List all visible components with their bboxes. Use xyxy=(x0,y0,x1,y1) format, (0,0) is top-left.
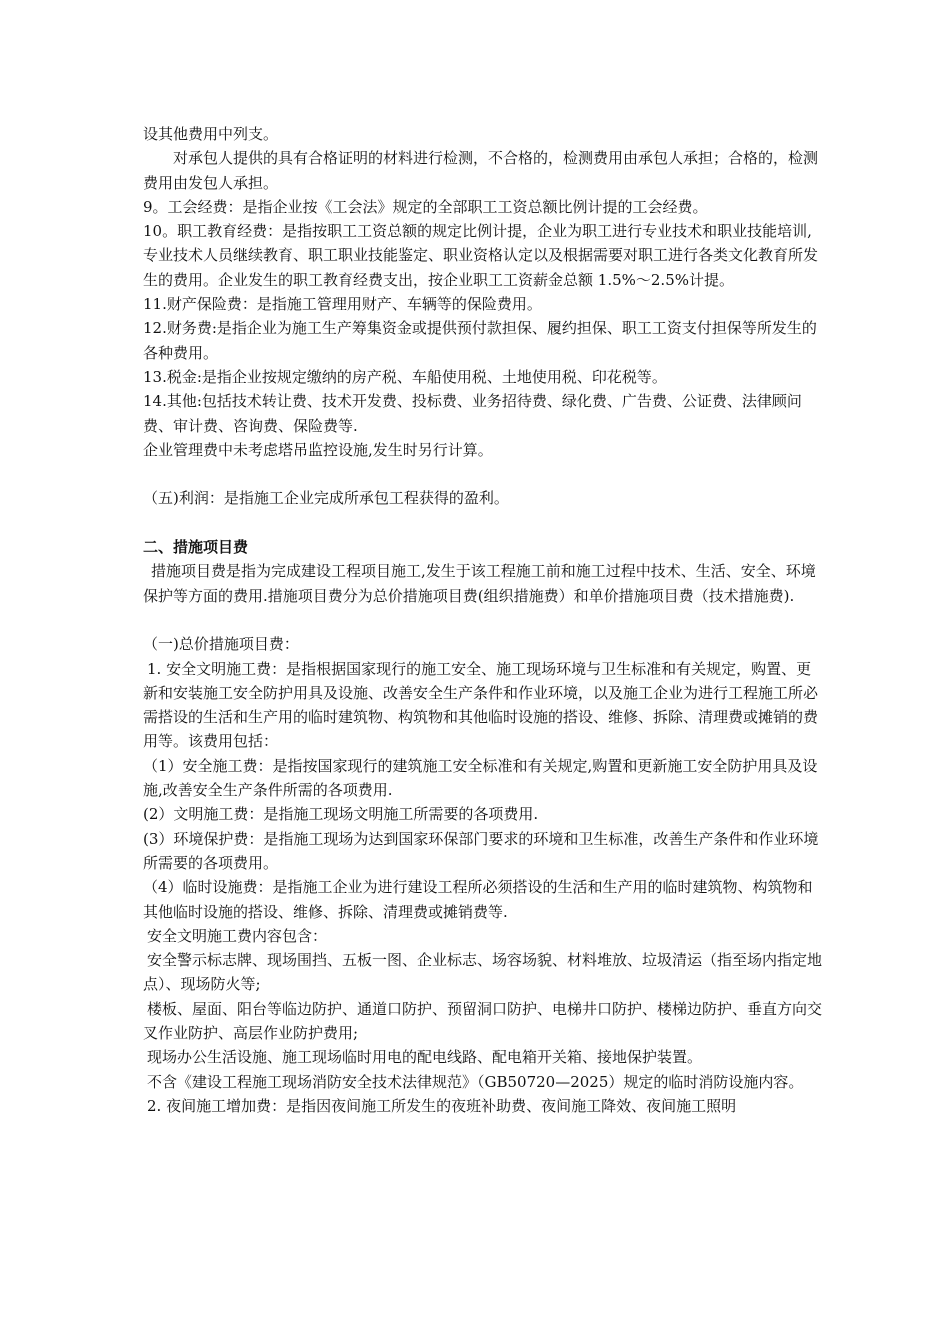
paragraph: （1）安全施工费：是指按国家现行的建筑施工安全标准和有关规定,购置和更新施工安全防护用具及设施,改善安全生产条件所需的各项费用. xyxy=(143,756,818,800)
paragraph: (3）环境保护费：是指施工现场为达到国家环保部门要求的环境和卫生标准，改善生产条件和作业环境所需要的各项费用。 xyxy=(143,829,819,872)
paragraph: 12.财务费:是指企业为施工生产筹集资金或提供预付款担保、履约担保、职工工资支付担保等所发生的各种费用。 xyxy=(143,319,817,362)
blank-line xyxy=(143,608,823,632)
subsection-heading: （一)总价措施项目费： xyxy=(143,635,299,654)
paragraph: 楼板、屋面、阳台等临边防护、通道口防护、预留洞口防护、电梯井口防护、楼梯边防护、垂直方向交叉作业防护、高层作业防护费用; xyxy=(143,999,823,1042)
paragraph: 措施项目费是指为完成建设工程项目施工,发生于该工程施工前和施工过程中技术、生活、安全、环境保护等方面的费用.措施项目费分为总价措施项目费(组织措施费）和单价措施项目费（技术措施费). xyxy=(143,562,816,605)
section-heading: 二、措施项目费 xyxy=(143,538,249,557)
paragraph: 13.税金:是指企业按规定缴纳的房产税、车船使用税、土地使用税、印花税等。 xyxy=(143,367,667,386)
paragraph: 对承包人提供的具有合格证明的材料进行检测，不合格的，检测费用由承包人承担；合格的，检测费用由发包人承担。 xyxy=(143,149,819,192)
paragraph: 设其他费用中列支。 xyxy=(143,125,279,143)
paragraph: 14.其他:包括技术转让费、技术开发费、投标费、业务招待费、绿化费、广告费、公证费、法律顾问费、审计费、咨询费、保险费等. xyxy=(143,392,802,435)
paragraph: （4）临时设施费：是指施工企业为进行建设工程所必须搭设的生活和生产用的临时建筑物、构筑物和其他临时设施的搭设、维修、拆除、清理费或摊销费等. xyxy=(143,878,813,921)
paragraph: 不含《建设工程施工现场消防安全技术法律规范》（GB50720—2025）规定的临时消防设施内容。 xyxy=(147,1072,804,1091)
paragraph: （五)利润：是指施工企业完成所承包工程获得的盈利。 xyxy=(143,489,509,508)
blank-line xyxy=(143,462,823,486)
paragraph: 现场办公生活设施、施工现场临时用电的配电线路、配电箱开关箱、接地保护装置。 xyxy=(147,1048,703,1067)
document-body xyxy=(143,122,823,1118)
paragraph: 1. 安全文明施工费：是指根据国家现行的施工安全、施工现场环境与卫生标准和有关规定，购置、更新和安装施工安全防护用具及设施、改善安全生产条件和作业环境，以及施工企业为进行工程施工所必需搭设的生活和生产用的临时建筑物、构筑物和其他临时设施的搭设、维修、拆除、清理费或摊销的费用等。该费用包括： xyxy=(143,659,819,751)
paragraph: (2）文明施工费：是指施工现场文明施工所需要的各项费用. xyxy=(143,805,539,824)
paragraph: 10。职工教育经费：是指按职工工资总额的规定比例计提，企业为职工进行专业技术和职业技能培训,专业技术人员继续教育、职工职业技能鉴定、职业资格认定以及根据需要对职工进行各类文化教育所发生的费用。企业发生的职工教育经费支出，按企业职工工资薪金总额 1.5%～2.5%计提。 xyxy=(143,222,819,289)
paragraph: 企业管理费中未考虑塔吊监控设施,发生时另行计算。 xyxy=(143,440,493,459)
paragraph: 2. 夜间施工增加费：是指因夜间施工所发生的夜班补助费、夜间施工降效、夜间施工照明 xyxy=(147,1096,737,1115)
paragraph: 11.财产保险费：是指施工管理用财产、车辆等的保险费用。 xyxy=(143,295,542,314)
paragraph: 9。工会经费：是指企业按《工会法》规定的全部职工工资总额比例计提的工会经费。 xyxy=(143,197,708,216)
paragraph: 安全警示标志牌、现场围挡、五板一图、企业标志、场容场貌、材料堆放、垃圾清运（指至场内指定地点）、现场防火等; xyxy=(143,951,823,994)
paragraph: 安全文明施工费内容包含： xyxy=(147,926,328,945)
blank-line xyxy=(143,511,823,535)
